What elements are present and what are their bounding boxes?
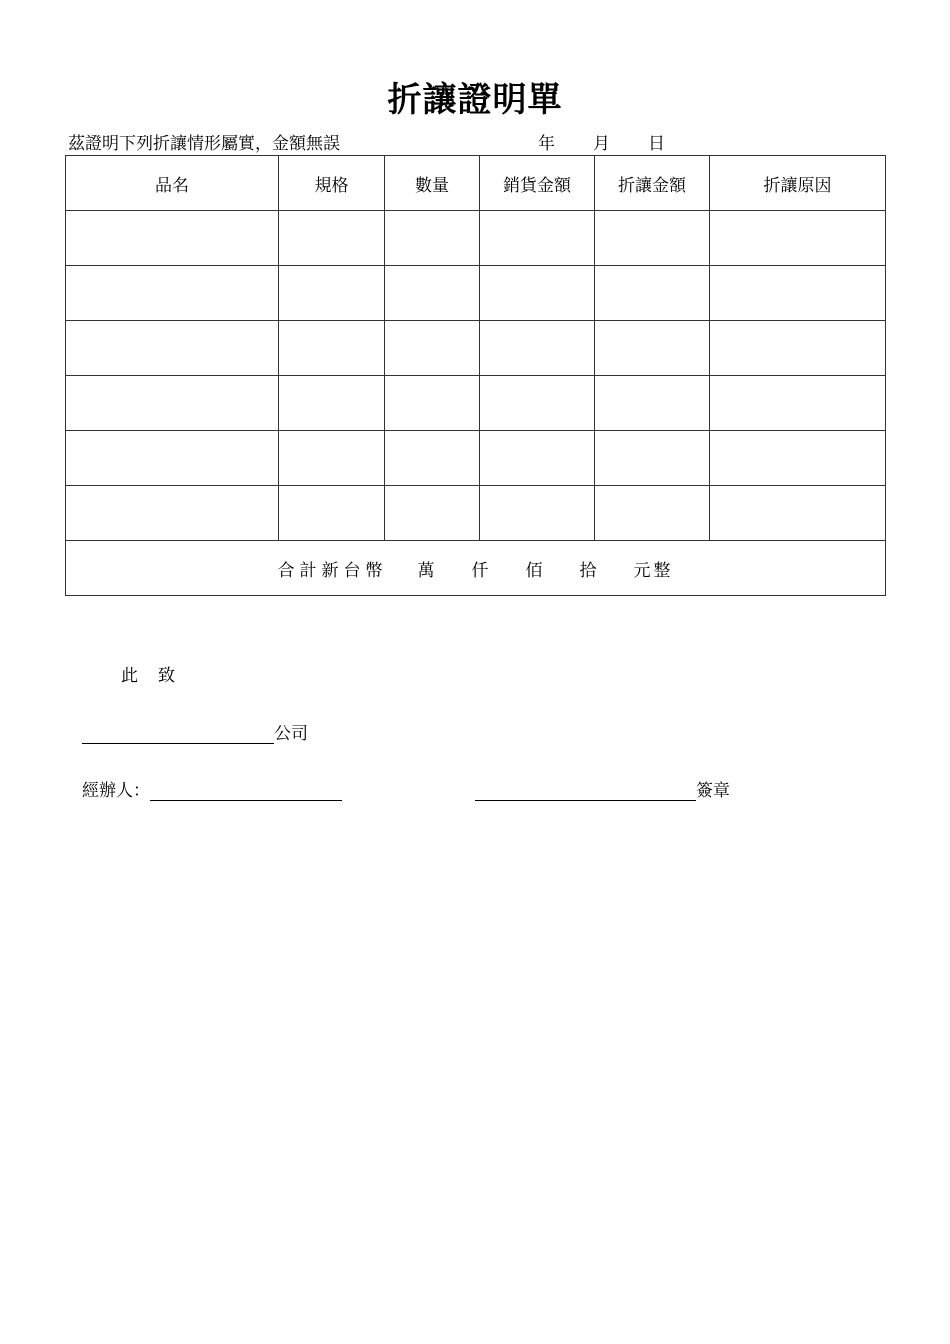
company-name-field[interactable] [82,723,274,744]
table-row [66,266,886,321]
table-cell[interactable] [385,266,480,321]
table-header-row [66,156,886,211]
table-cell[interactable] [66,266,279,321]
company-suffix: 公司 [274,724,308,744]
table-cell[interactable] [385,486,480,541]
unit-qian: 仟 [471,560,492,581]
table-cell[interactable] [480,376,595,431]
document-title: 折讓證明單 [387,80,563,120]
date-line [538,129,665,154]
table-cell[interactable] [279,321,385,376]
table-cell[interactable] [710,486,886,541]
table-cell[interactable] [595,431,710,486]
total-prefix: 合計新台幣 [277,560,388,581]
header-product-name: 品名 [66,156,279,211]
table-cell[interactable] [279,376,385,431]
table-cell[interactable] [595,266,710,321]
unit-wan: 萬 [417,560,438,581]
table-cell[interactable] [66,321,279,376]
table-cell[interactable] [710,321,886,376]
table-cell[interactable] [279,431,385,486]
seal-line [475,776,730,801]
total-row [66,541,886,596]
table-cell[interactable] [595,321,710,376]
table-cell[interactable] [385,321,480,376]
header-specification: 規格 [279,156,385,211]
table-cell[interactable] [385,431,480,486]
statement-text: 茲證明下列折讓情形屬實，金額無誤 [68,134,340,154]
total-cell [66,541,886,596]
table-cell[interactable] [66,211,279,266]
table-cell[interactable] [710,431,886,486]
closing-salutation [121,661,175,686]
table-cell[interactable] [66,486,279,541]
handler-line [82,776,342,801]
handler-label: 經辦人： [82,781,150,801]
table-cell[interactable] [279,486,385,541]
seal-label: 簽章 [696,781,730,801]
seal-field[interactable] [475,780,696,801]
unit-yuan: 元整 [633,560,674,581]
table-cell[interactable] [710,376,886,431]
table-row [66,211,886,266]
table-cell[interactable] [480,486,595,541]
header-sales-amount: 銷貨金額 [480,156,595,211]
header-discount-amount: 折讓金額 [595,156,710,211]
table-row [66,431,886,486]
closing-word-2: 致 [158,666,175,686]
table-cell[interactable] [480,321,595,376]
header-quantity: 數量 [385,156,480,211]
table-cell[interactable] [385,376,480,431]
table-cell[interactable] [480,431,595,486]
table-cell[interactable] [595,376,710,431]
table-cell[interactable] [279,266,385,321]
table-cell[interactable] [480,211,595,266]
year-label: 年 [538,134,555,154]
unit-shi: 拾 [579,560,600,581]
table-row [66,486,886,541]
unit-bai: 佰 [525,560,546,581]
table-row [66,376,886,431]
company-line [82,719,308,744]
discount-table [65,155,886,596]
table-cell[interactable] [66,376,279,431]
table-cell[interactable] [710,266,886,321]
table-cell[interactable] [595,486,710,541]
table-cell[interactable] [480,266,595,321]
closing-word-1: 此 [121,666,138,686]
table-cell[interactable] [385,211,480,266]
month-label: 月 [593,134,610,154]
day-label: 日 [648,134,665,154]
table-row [66,321,886,376]
table-cell[interactable] [595,211,710,266]
handler-name-field[interactable] [150,780,342,801]
header-discount-reason: 折讓原因 [710,156,886,211]
table-cell[interactable] [66,431,279,486]
table-cell[interactable] [279,211,385,266]
table-cell[interactable] [710,211,886,266]
